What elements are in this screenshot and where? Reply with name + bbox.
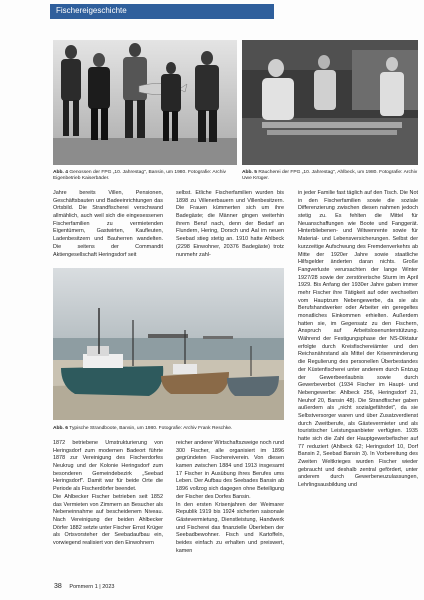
paragraph: Die Ahlbecker Fischer betrieben seit 1852 das Vermieten von Zimmern an Besucher als Nebeneinnahme auf bescheidenem Niveau. Nach Vereinigung der beiden Ahlbecker Dörfer 1882 setzte unter Fischer Ernst Krüger als Ortsvorsteher der Seebadaufbau ein, vorwiegend realisiert von den Einwohnern (53, 493, 164, 546)
paragraph: in jeder Familie fast täglich auf den Tisch. Die Not in den Fischerfamilien sowie die soziale Differenzierung zwischen diesen nahmen jedoch stetig zu. Es fehlten die Mittel für Neuanschaffungen wie Boote und Fanggerät. Hinterbliebenen- und Witwenrente sowie für Material- und Lebensversicherungen. Selbst der kurzzeitige Aufschwung des Fremdenverkehrs ab Mitte der 1920er Jahre sowie staatliche Hilfsgelder änderten daran nichts. Große Fangverluste verursachten der lange Winter 1927/28 sowie der zerstörerische Sturm im April 1929. Bis Anfang der 1930er Jahre gaben immer mehr Fischer ihre Tätigkeit auf oder wechselten vom Hauptzum Nebengewerbe, da sie als Berufshandwerker oder Arbeiter ein geregeltes monatliches Einkommen erhielten. Außerdem hatten sie, im Gegensatz zu den Fischern, Anspruch auf Arbeitslosenunterstützung. Während der Festigungsphase der NS-Diktatur erfolgte durch Kreisfischereiämter und den Reichsnährstand als Mittel der Krisenminderung die Regulierung des personellen Überbestandes der Küstenfischerei unter anderem durch Entzug der Gewerbeerlaubnis sowie durch Gewerbeverbot (1934 Fischer im Haupt- und Nebengewerbe: Ahlbeck 256, Heringsdorf 21, Neuhof 20, Bansin 48). Die Strandfischer gaben außerdem als „nicht sozialgefährdet", da sie Selbstversorger waren und über Zusatzverdienst durch Zweitberufe, als Gästevermieter und als touristischer Leistungsanbieter verfügten. 1935 hatte sich die Zahl der Hauptgewerbefischer auf 77 reduziert (Ahlbeck 62; Heringsdorf 10, Dorf Bansin 2, Seebad Bansin 3). In Vorbereitung des Zweiten Weltkrieges wurden Fischer wieder gebraucht und deshalb zentral gefördert, unter anderem durch Gewerbeneuzulassungen, Lehrlingsausbildung und (298, 190, 418, 489)
caption-label: Abb. 5 (242, 170, 257, 175)
figure-5-caption (242, 170, 418, 182)
page-footer (54, 583, 114, 590)
caption-label: Abb. 6 (53, 426, 68, 431)
caption-text: Räucherei der FPG „10. Jahrestag", Ahlbeck, um 1980. Fotografie: Archiv Uwe Krüger. (242, 170, 418, 181)
issue-label: Pommern 1 | 2023 (69, 584, 115, 590)
fishermen-group-image (53, 40, 237, 165)
text-column-3 (298, 190, 418, 490)
text-column-2-top (176, 190, 284, 259)
figure-4-photo (53, 40, 237, 165)
paragraph: selbst. Etliche Fischerfamilien wurden bis 1898 zu Villenerbauern und Villenbesitzern. Die Frauen kümmerten sich um ihre Badegäste; die Männer gingen weiterhin ihrem Beruf nach, denn der Bedarf an Flundern, Hering, Dorsch und Aal im neuen Seebad stieg stetig an. 1910 hatte Ahlbeck (2298 Einwohner, 20376 Badegäste) trotz nunmehr zahl- (176, 190, 284, 258)
beach-boats-image (53, 268, 284, 420)
text-column-2-bottom (176, 440, 284, 555)
paragraph: Jahre bereits Villen, Pensionen, Geschäftsbauten und Badeeinrichtungen das Ortsbild. Die Strandfischerei verschwand allmählich, auch weil sich die eingesessenen Fischerfamilien zu vermietenden Eigentümern, Gastwirten, Kaufleuten, Ladenbesitzern und Bauherren wandelten. Die seitens der Commandit Aktiengesellschaft Heringsdorf seit (53, 190, 163, 258)
paragraph: 1872 betriebene Umstrukturierung von Heringsdorf zum modernen Badeort führte 1878 zur Vereinigung des Fischerdorfes Neukrug und der Kolonie Heringsdorf zum besonderen Gemeindebezirk „Seebad Heringsdorf". Damit war für beide Orte die Periode als Fischerdörfer beendet. (53, 440, 163, 493)
figure-6-photo (53, 268, 284, 420)
paragraph: reicher anderer Wirtschaftszweige noch rund 300 Fischer, alle organisiert im 1896 gegründeten Fischereiverein. Von diesen kamen zwischen 1884 und 1913 insgesamt 17 Fischer in Ausübung ihres Berufes ums Leben. Der Aufbau des Seebades Bansin ab 1896 vollzog sich dagegen ohne Beteiligung der Fischer des Dorfes Bansin. (176, 440, 284, 500)
caption-text: Typische Strandboote, Bansin, um 1980. Fotografie: Archiv Frank Reschke. (69, 426, 233, 431)
text-column-1-top (53, 190, 163, 259)
paragraph: In den ersten Krisenjahren der Weimarer Republik 1919 bis 1924 sicherten saisonale Gästevermietung, Dienstleistung, Handwerk und Fischerei das finanzielle Überleben der Seebadbewohner. Fisch und Kartoffeln, beides einfach zu erhalten und preiswert, kamen (176, 501, 284, 554)
text-column-1-bottom (53, 440, 163, 548)
figure-4-caption (53, 170, 237, 182)
caption-label: Abb. 4 (53, 170, 68, 175)
figure-6-caption (53, 426, 284, 432)
page-number: 38 (54, 583, 62, 590)
caption-text: Genossen der FPG „10. Jahrestag", Bansin, um 1980. Fotografie: Archiv Eigenbetrieb Kaiserbäder. (53, 170, 226, 181)
smokery-image (242, 40, 418, 165)
section-title: Fischereigeschichte (56, 6, 127, 15)
figure-5-photo (242, 40, 418, 165)
